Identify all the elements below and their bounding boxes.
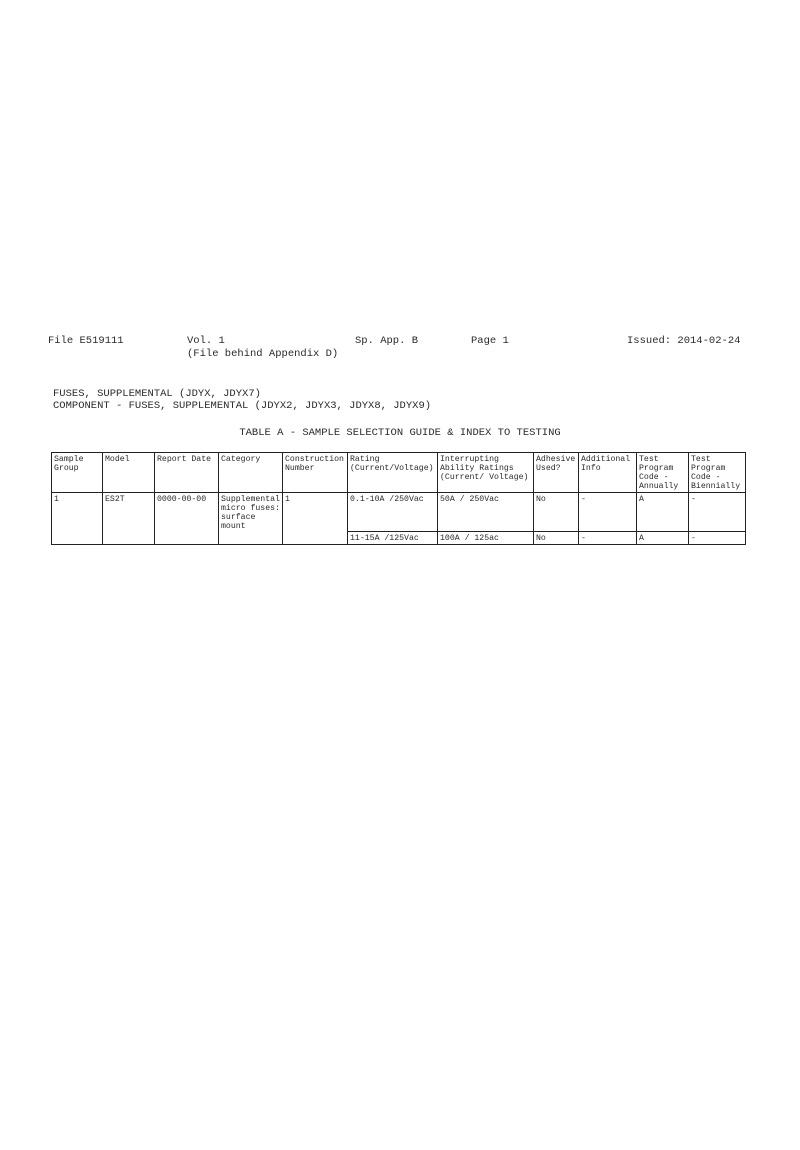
rating-cell: 0.1-10A /250Vac [348, 493, 438, 532]
interrupting-rating-cell: 50A / 250Vac [438, 493, 534, 532]
column-header: Category [219, 453, 283, 493]
report-date-cell: 0000-00-00 [155, 493, 219, 545]
table-row [52, 493, 746, 532]
column-header: Rating (Current/Voltage) [348, 453, 438, 493]
column-header: Interrupting Ability Ratings (Current/ Voltage) [438, 453, 534, 493]
rating-cell: 11-15A /125Vac [348, 532, 438, 545]
special-appendix: Sp. App. B [355, 335, 419, 347]
sample-group-cell: 1 [52, 493, 103, 545]
page-number: Page 1 [471, 335, 509, 347]
additional-info-cell: - [579, 493, 637, 532]
additional-info-cell: - [579, 532, 637, 545]
column-header: Test Program Code - Biennially [689, 453, 746, 493]
sample-selection-table [51, 452, 746, 545]
column-header: Test Program Code - Annually [637, 453, 689, 493]
file-behind-note: (File behind Appendix D) [187, 348, 339, 360]
column-header: Model [103, 453, 155, 493]
biennial-code-cell: - [689, 532, 746, 545]
biennial-code-cell: - [689, 493, 746, 532]
file-number: File E519111 [48, 335, 124, 347]
annual-code-cell: A [637, 493, 689, 532]
adhesive-cell: No [534, 493, 579, 532]
column-header: Report Date [155, 453, 219, 493]
category-title: FUSES, SUPPLEMENTAL (JDYX, JDYX7) [53, 388, 261, 400]
interrupting-rating-cell: 100A / 125ac [438, 532, 534, 545]
component-title: COMPONENT - FUSES, SUPPLEMENTAL (JDYX2, JDYX3, JDYX8, JDYX9) [53, 400, 432, 412]
volume: Vol. 1 [187, 335, 225, 347]
issued-date: Issued: 2014-02-24 [627, 335, 741, 347]
adhesive-cell: No [534, 532, 579, 545]
model-cell: ES2T [103, 493, 155, 545]
column-header: Construction Number [283, 453, 348, 493]
column-header: Adhesive Used? [534, 453, 579, 493]
column-header: Sample Group [52, 453, 103, 493]
category-cell: Supplemental micro fuses: surface mount [219, 493, 283, 545]
annual-code-cell: A [637, 532, 689, 545]
construction-number-cell: 1 [283, 493, 348, 545]
table-caption: TABLE A - SAMPLE SELECTION GUIDE & INDEX TO TESTING [239, 427, 561, 439]
table-header-row [52, 453, 746, 493]
column-header: Additional Info [579, 453, 637, 493]
